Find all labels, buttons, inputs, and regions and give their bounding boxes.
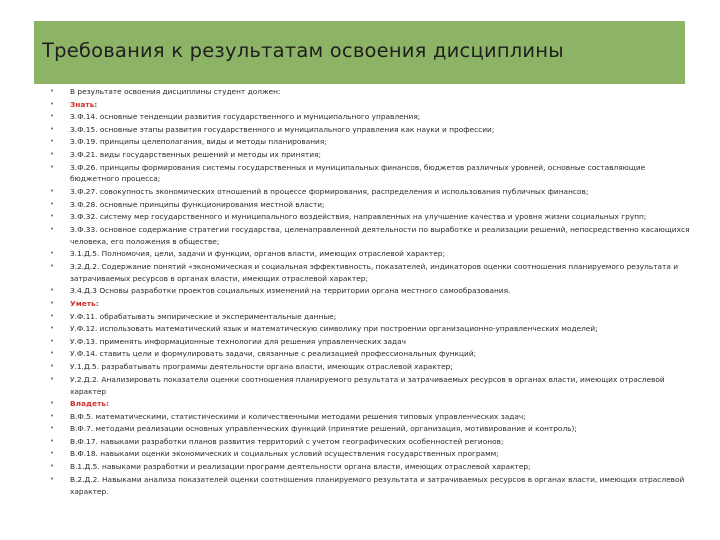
bullet-icon: • <box>50 286 55 295</box>
list-item-text: З.Ф.19. принципы целеполагания, виды и методы планирования; <box>70 137 327 147</box>
list-item-text: З.Ф.26. принципы формирования системы государственных и муниципальных финансов, бюджетов различных уровней, основные составляющие бюджетного процесса; <box>70 162 646 184</box>
list-item-text: З.Ф.32. систему мер государственного и муниципального воздействия, направленных на улучшение качества и уровня жизни социальных групп; <box>70 212 647 222</box>
list-item-text: В.Ф.7. методами реализации основных управленческих функций (принятие решений, организация, мотивирование и контроль); <box>70 424 577 434</box>
bullet-icon: • <box>50 299 55 308</box>
bullet-icon: • <box>50 87 55 95</box>
list-item-text: З.Ф.21. виды государственных решений и методы их принятия; <box>70 149 321 159</box>
list-item-text: З.4.Д.3 Основы разработки проектов социальных изменений на территории органа местного самообразования. <box>70 286 511 296</box>
bullet-icon: • <box>50 162 55 171</box>
list-item-text: Уметь: <box>70 299 99 309</box>
bullet-icon: • <box>50 411 55 420</box>
bullet-icon: • <box>50 424 55 433</box>
list-item <box>50 374 690 398</box>
bullet-icon: • <box>50 436 55 445</box>
bullet-icon: • <box>50 399 55 408</box>
list-item <box>50 124 690 136</box>
list-item <box>50 448 690 460</box>
list-item <box>50 136 690 148</box>
list-item-text: В.1.Д.5. навыками разработки и реализации программ деятельности органа власти, имеющих отраслевой характер; <box>70 462 531 472</box>
list-item <box>50 86 690 98</box>
list-item <box>50 162 690 186</box>
list-item-text: З.Ф.28. основные принципы функционирования местной власти; <box>70 199 325 209</box>
requirements-list <box>50 86 690 498</box>
bullet-icon: • <box>50 349 55 358</box>
bullet-icon: • <box>50 324 55 333</box>
list-item <box>50 361 690 373</box>
list-item-text: В результате освоения дисциплины студент должен: <box>70 87 281 96</box>
list-item <box>50 474 690 498</box>
list-item-text: З.Ф.33. основное содержание стратегии государства, целенаправленной деятельности по выработке и реализации решений, непосредственно касающихся человека, его положения в обществе; <box>70 224 690 246</box>
bullet-icon: • <box>50 112 55 121</box>
bullet-icon: • <box>50 224 55 233</box>
bullet-icon: • <box>50 99 55 108</box>
list-item-text: З.2.Д.2. Содержание понятий «экономическая и социальная эффективность, показателей, индикаторов оценки соотношения планируемого результата и затрачиваемых ресурсов в органах власти, имеющих отраслевой характер; <box>70 261 679 283</box>
list-item <box>50 311 690 323</box>
list-item <box>50 336 690 348</box>
bullet-icon: • <box>50 311 55 320</box>
bullet-icon: • <box>50 462 55 471</box>
list-item <box>50 348 690 360</box>
page-title: Требования к результатам освоения дисциплины <box>42 39 564 62</box>
list-item-text: З.1.Д.5. Полномочия, цели, задачи и функции, органов власти, имеющих отраслевой характер; <box>70 249 445 259</box>
list-item-text: В.Ф.5. математическими, статистическими и количественными методами решения типовых управленческих задач; <box>70 411 526 421</box>
bullet-icon: • <box>50 449 55 458</box>
list-item-text: У.Ф.11. обрабатывать эмпирические и экспериментальные данные; <box>70 311 337 321</box>
list-item <box>50 186 690 198</box>
title-bar <box>34 21 685 84</box>
list-item <box>50 111 690 123</box>
list-item <box>50 149 690 161</box>
list-item <box>50 261 690 285</box>
list-item <box>50 461 690 473</box>
bullet-icon: • <box>50 137 55 146</box>
bullet-icon: • <box>50 261 55 270</box>
list-item <box>50 285 690 297</box>
bullet-icon: • <box>50 199 55 208</box>
list-item-text: Знать: <box>70 99 98 109</box>
list-item <box>50 199 690 211</box>
bullet-icon: • <box>50 187 55 196</box>
list-item-text: У.Ф.14. ставить цели и формулировать задачи, связанные с реализацией профессиональных функций; <box>70 349 477 359</box>
list-item <box>50 323 690 335</box>
list-item-text: З.Ф.27. совокупность экономических отношений в процессе формирования, распределения и использования публичных финансов; <box>70 187 589 197</box>
list-item-text: У.Ф.12. использовать математический язык и математическую символику при построении организационно-управленческих моделей; <box>70 324 598 334</box>
bullet-icon: • <box>50 362 55 370</box>
list-item <box>50 423 690 435</box>
list-item <box>50 211 690 223</box>
bullet-icon: • <box>50 374 55 383</box>
list-item-text: В.2.Д.2. Навыками анализа показателей оценки соотношения планируемого результата и затрачиваемых ресурсов в органах власти, имеющих отраслевой характер. <box>70 474 685 496</box>
list-item-text: Владеть: <box>70 399 109 409</box>
list-item <box>50 411 690 423</box>
list-item <box>50 224 690 248</box>
list-item-text: У.Ф.13. применять информационные технологии для решения управленческих задач <box>70 336 407 346</box>
list-item-text: В.Ф.18. навыками оценки экономических и социальных условий осуществления государственных программ; <box>70 449 499 459</box>
bullet-icon: • <box>50 212 55 221</box>
bullet-icon: • <box>50 124 55 133</box>
list-item <box>50 436 690 448</box>
bullet-icon: • <box>50 249 55 258</box>
section-heading <box>50 99 690 111</box>
list-item-text: В.Ф.17. навыками разработки планов развития территорий с учетом географических особенностей регионов; <box>70 436 504 446</box>
list-item-text: У.2.Д.2. Анализировать показатели оценки соотношения планируемого результата и затрачиваемых ресурсов в органах власти, имеющих отраслевой характер <box>70 374 665 396</box>
section-heading <box>50 298 690 310</box>
list-item <box>50 248 690 260</box>
bullet-icon: • <box>50 474 55 483</box>
bullet-icon: • <box>50 336 55 345</box>
list-item-text: З.Ф.15. основные этапы развития государственного и муниципального управления как науки и профессии; <box>70 124 495 134</box>
list-item-text: З.Ф.14. основные тенденции развития государственного и муниципального управления; <box>70 112 421 122</box>
list-item-text: У.1.Д.5. разрабатывать программы деятельности органа власти, имеющих отраслевой характер; <box>70 362 453 371</box>
section-heading <box>50 398 690 410</box>
bullet-icon: • <box>50 149 55 158</box>
